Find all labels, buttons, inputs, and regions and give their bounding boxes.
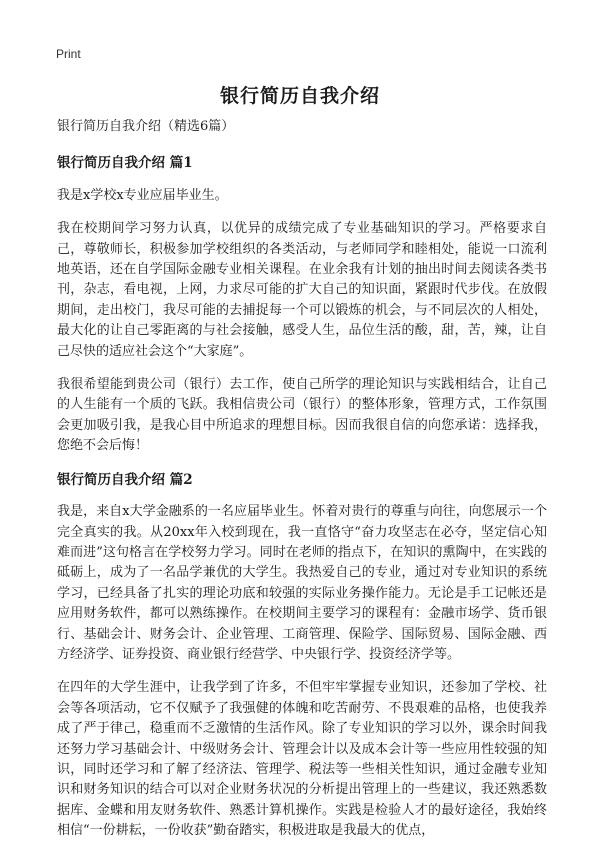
paragraph: 我是x学校x专业应届毕业生。 [57,187,228,203]
paragraph: 在四年的大学生涯中，让我学到了许多，不但牢牢掌握专业知识，还参加了学校、社会等各项活动，它不仅赋予了我强健的体魄和吃苦耐劳、不畏艰难的品格，也使我养成了严于律己，稳重而不乏激情的生活作风。除了专业知识的学习以外，课余时间我还努力学习基础会计、中级财务会计、管理会计以及成本会计等一些应用性较强的知识，同时还学习和了解了经济法、管理学、税法等一些相关性知识，通过金融专业知识和财务知识的结合可以对企业财务状况的分析提出管理上的一些建议，我还熟悉数据库、金蝶和用友财务软件、熟悉计算机操作。实践是检验人才的最好途径，我始终相信“一份耕耘，一份收获”勤奋踏实，积极进取是我最大的优点， [57,680,547,839]
paragraph: 我是，来自x大学金融系的一名应届毕业生。怀着对贵行的尊重与向往，向您展示一个完全真实的我。从20xx年入校到现在，我一直恪守“奋力攻坚志在必夺，坚定信心知难而进”这句格言在学校努力学习。同时在老师的指点下，在知识的熏陶中，在实践的砥砺上，成为了一名品学兼优的大学生。我热爱自己的专业，通过对专业知识的系统学习，已经具备了扎实的理论功底和较强的实际业务操作能力。无论是手工记帐还是应用财务软件，都可以熟练操作。在校期间主要学习的课程有：金融市场学、货币银行、基础会计、财务会计、企业管理、工商管理、保险学、国际贸易、国际金融、西方经济学、证券投资、商业银行经营学、中央银行学、投资经济学等。 [57,504,547,662]
section-heading: 银行简历自我介绍 篇2 [57,471,193,488]
section-1 [57,153,547,456]
print-link[interactable]: Print [56,47,81,61]
document-subtitle: 银行简历自我介绍（精选6篇） [57,119,235,134]
paragraph: 我很希望能到贵公司（银行）去工作，使自己所学的理论知识与实践相结合，让自己的人生能有一个质的飞跃。我相信贵公司（银行）的整体形象，管理方式，工作氛围会更加吸引我，是我心目中所追求的理想目标。因而我很自信的向您承诺：选择我，您绝不会后悔！ [57,377,547,454]
document-body [57,117,547,855]
document-title: 银行简历自我介绍 [219,85,380,107]
section-2 [57,470,547,842]
paragraph: 我在校期间学习努力认真，以优异的成绩完成了专业基础知识的学习。严格要求自己，尊敬师长，积极参加学校组织的各类活动，与老师同学和睦相处，能说一口流利地英语，还在自学国际金融专业相关课程。在业余我有计划的抽出时间去阅读各类书刊，杂志，看电视，上网，力求尽可能的扩大自己的知识面，紧跟时代步伐。在放假期间，走出校门，我尽可能的去捕捉每一个可以锻炼的机会，与不同层次的人相处，最大化的让自己零距离的与社会接触，感受人生，品位生活的酸，甜，苦，辣，让自己尽快的适应社会这个“大家庭”。 [57,221,547,359]
section-heading: 银行简历自我介绍 篇1 [57,155,193,172]
